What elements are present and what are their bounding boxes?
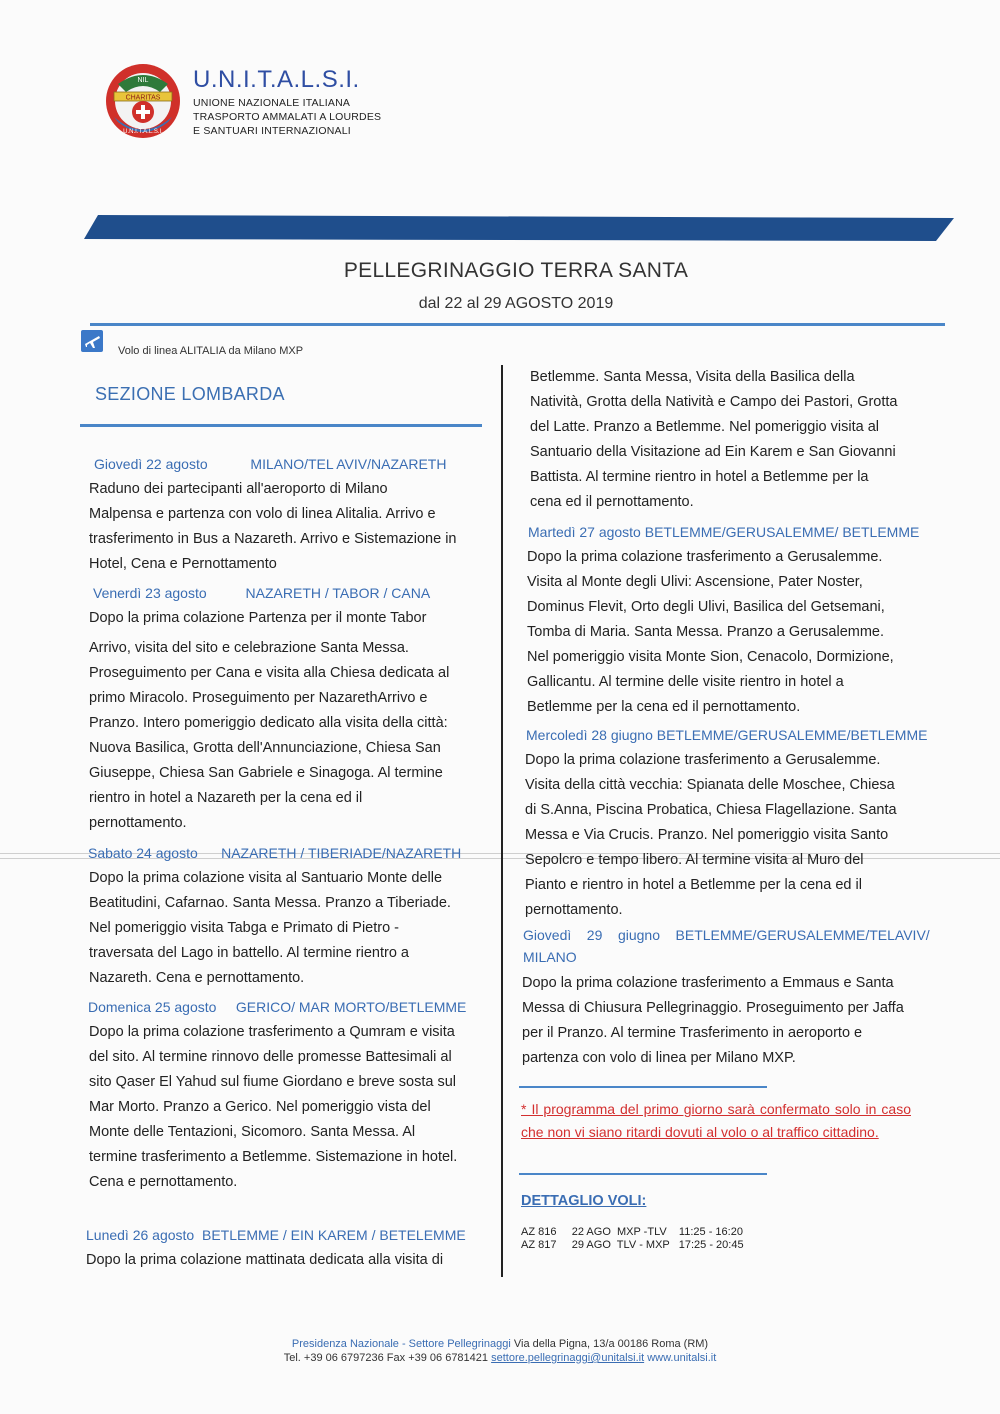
day-heading: Domenica 25 agosto GERICO/ MAR MORTO/BETLEMME bbox=[88, 999, 467, 1015]
text-line: traversata del Lago in battello. Al termine rientro a bbox=[89, 945, 409, 961]
text-line: Pranzo. Intero pomeriggio dedicato alla visita della città: bbox=[89, 715, 448, 731]
text-line: Dopo la prima colazione trasferimento a Emmaus e Santa bbox=[522, 975, 894, 991]
footer-website-link[interactable]: www.unitalsi.it bbox=[647, 1352, 717, 1364]
text-line: Messa di Chiusura Pellegrinaggio. Proseguimento per Jaffa bbox=[522, 1000, 904, 1016]
text-line: trasferimento in Bus a Nazareth. Arrivo e Sistemazione in bbox=[89, 531, 457, 547]
text-line: Dopo la prima colazione trasferimento a Gerusalemme. bbox=[525, 752, 881, 768]
day-description bbox=[522, 971, 911, 1071]
flight-row: AZ 816 22 AGO MXP -TLV 11:25 - 16:20 bbox=[521, 1226, 743, 1238]
text-line: termine trasferimento a Betlemme. Sistemazione in hotel. bbox=[89, 1149, 458, 1165]
text-line: Mar Morto. Pranzo a Gerico. Nel pomeriggio vista del bbox=[89, 1099, 431, 1115]
day-description bbox=[86, 1248, 472, 1273]
text-line: Messa e Via Crucis. Pranzo. Nel pomeriggio visita Santo bbox=[525, 827, 889, 843]
flight-details-title: DETTAGLIO VOLI: bbox=[521, 1193, 647, 1209]
text-line: Hotel, Cena e Pernottamento bbox=[89, 556, 277, 572]
plane-icon bbox=[81, 330, 103, 352]
day-description bbox=[89, 606, 472, 836]
text-line: Nel pomeriggio visita Monte Sion, Cenacolo, Dormizione, bbox=[527, 649, 894, 665]
day-heading: Mercoledì 28 giugno BETLEMME/GERUSALEMME/BETLEMME bbox=[526, 727, 928, 743]
text-line: Raduno dei partecipanti all'aeroporto di Milano bbox=[89, 481, 388, 497]
text-line: Giuseppe, Chiesa San Gabriele e Sinagoga. Al termine bbox=[89, 765, 443, 781]
note-divider-top bbox=[519, 1086, 767, 1088]
text-line: sito Qaser El Yahud sul fiume Giordano e breve sosta sul bbox=[89, 1074, 456, 1090]
text-line: Beatitudini, Cafarnao. Santa Messa. Pranzo a Tiberiade. bbox=[89, 895, 451, 911]
text-line: Pianto e rientro in hotel a Betlemme per la cena ed il bbox=[525, 877, 862, 893]
text-line: Dopo la prima colazione Partenza per il monte Tabor bbox=[89, 610, 427, 626]
logo-text-bottom: U.N.I.T.A.L.S.I. bbox=[123, 129, 163, 135]
footer-presidenza: Presidenza Nazionale - Settore Pellegrinaggi bbox=[291, 1338, 511, 1350]
text-line: Cena e pernottamento. bbox=[89, 1174, 238, 1190]
text-line: pernottamento. bbox=[89, 815, 187, 831]
title-divider bbox=[90, 323, 945, 326]
day-heading: Venerdì 23 agosto NAZARETH / TABOR / CANA bbox=[93, 585, 431, 601]
day-description bbox=[89, 477, 472, 577]
footer-email-link[interactable]: settore.pellegrinaggi@unitalsi.it bbox=[491, 1352, 645, 1364]
day-heading: Lunedì 26 agosto BETLEMME / EIN KAREM / BETELEMME bbox=[86, 1227, 466, 1243]
org-line: E SANTUARI INTERNAZIONALI bbox=[193, 125, 351, 137]
org-line: TRASPORTO AMMALATI A LOURDES bbox=[193, 111, 382, 123]
text-line: Nel pomeriggio visita Tabga e Primato di Pietro - bbox=[89, 920, 400, 936]
section-divider bbox=[80, 424, 482, 427]
text-line: Dopo la prima colazione trasferimento a Gerusalemme. bbox=[527, 549, 883, 565]
logo-text-mid: CHARITAS bbox=[125, 94, 161, 102]
text-line: Dopo la prima colazione visita al Santuario Monte delle bbox=[89, 870, 443, 886]
flight-row: AZ 817 29 AGO TLV - MXP 17:25 - 20:45 bbox=[521, 1239, 744, 1251]
text-line: Sepolcro e tempo libero. Al termine visita al Muro del bbox=[525, 852, 864, 868]
day-heading: Sabato 24 agosto NAZARETH / TIBERIADE/NAZARETH bbox=[88, 845, 462, 861]
text-line: primo Miracolo. Proseguimento per NazarethArrivo e bbox=[89, 690, 428, 706]
day-description bbox=[89, 1020, 472, 1195]
text-line: Visita della città vecchia: Spianata delle Moschee, Chiesa bbox=[525, 777, 895, 793]
unitalsi-logo bbox=[104, 62, 182, 140]
text-line: Malpensa e partenza con volo di linea Alitalia. Arrivo e bbox=[89, 506, 436, 522]
day-description bbox=[525, 748, 912, 923]
text-line: Betlemme per la cena ed il pernottamento. bbox=[527, 699, 801, 715]
text-line: Natività, Grotta della Natività e Campo dei Pastori, Grotta bbox=[530, 394, 898, 410]
text-line: Monte delle Tentazioni, Sicomoro. Santa Messa. Al bbox=[89, 1124, 416, 1140]
text-line: Gallicantu. Al termine delle visite rientro in hotel a bbox=[527, 674, 844, 690]
day-description bbox=[89, 866, 472, 991]
day-heading: Martedì 27 agosto BETLEMME/GERUSALEMME/ BETLEMME bbox=[528, 524, 920, 540]
text-line: del Latte. Pranzo a Betlemme. Nel pomeriggio visita al bbox=[530, 419, 879, 435]
footer-contact-line bbox=[0, 1352, 1000, 1364]
text-line: Betlemme. Santa Messa, Visita della Basilica della bbox=[530, 369, 855, 385]
program-note: * Il programma del primo giorno sarà confermato solo in caso che non vi siano ritardi dovuti al volo o al traffico cittadino. bbox=[521, 1101, 911, 1140]
text-line: rientro in hotel a Nazareth per la cena ed il bbox=[89, 790, 363, 806]
text-line: Tomba di Maria. Santa Messa. Pranzo a Gerusalemme. bbox=[527, 624, 885, 640]
day-heading: Giovedì 22 agosto MILANO/TEL AVIV/NAZARETH bbox=[94, 456, 447, 472]
text-line: partenza con volo di linea per Milano MXP. bbox=[522, 1050, 796, 1066]
text-line: di S.Anna, Piscina Probatica, Chiesa Flagellazione. Santa bbox=[525, 802, 897, 818]
org-line: UNIONE NAZIONALE ITALIANA bbox=[193, 97, 351, 109]
text-line: Proseguimento per Cana e visita alla Chiesa dedicata al bbox=[89, 665, 450, 681]
footer-address-line bbox=[0, 1338, 1000, 1350]
column-divider bbox=[501, 365, 503, 1277]
text-line: per il Pranzo. Al termine Trasferimento in aeroporto e bbox=[522, 1025, 863, 1041]
trip-dates: dal 22 al 29 AGOSTO 2019 bbox=[418, 295, 614, 312]
logo-text-top: NIL bbox=[137, 77, 149, 84]
text-line: Nazareth. Cena e pernottamento. bbox=[89, 970, 305, 986]
text-line: Visita al Monte degli Ulivi: Ascensione, Pater Noster, bbox=[527, 574, 863, 590]
note-divider-bottom bbox=[519, 1173, 767, 1175]
text-line: Dopo la prima colazione trasferimento a Qumram e visita bbox=[89, 1024, 455, 1040]
page-title: PELLEGRINAGGIO TERRA SANTA bbox=[343, 259, 689, 282]
flight-note: Volo di linea ALITALIA da Milano MXP bbox=[118, 345, 304, 357]
text-line: pernottamento. bbox=[525, 902, 623, 918]
day-description bbox=[527, 545, 910, 720]
text-line: del sito. Al termine rinnovo delle promesse Battesimali al bbox=[89, 1049, 452, 1065]
day-description bbox=[530, 365, 910, 515]
org-acronym: U.N.I.T.A.L.S.I. bbox=[193, 66, 360, 93]
day-heading-continued: MILANO bbox=[523, 949, 577, 965]
footer-address: Via della Pigna, 13/a 00186 Roma (RM) bbox=[513, 1338, 709, 1350]
text-line: Nuova Basilica, Grotta dell'Annunciazione, Chiesa San bbox=[89, 740, 441, 756]
day-heading: Giovedì 29 giugno BETLEMME/GERUSALEMME/TELAVIV/ bbox=[523, 927, 930, 943]
text-line: Santuario della Visitazione ad Ein Karem e San Giovanni bbox=[530, 444, 896, 460]
section-title: SEZIONE LOMBARDA bbox=[95, 384, 285, 404]
text-line: Battista. Al termine rientro in hotel a Betlemme per la bbox=[530, 469, 869, 485]
text-line: Dopo la prima colazione mattinata dedicata alla visita di bbox=[86, 1252, 444, 1268]
text-line: Arrivo, visita del sito e celebrazione Santa Messa. bbox=[89, 640, 409, 656]
text-line: Dominus Flevit, Orto degli Ulivi, Basilica del Getsemani, bbox=[527, 599, 885, 615]
footer-phones: Tel. +39 06 6797236 Fax +39 06 6781421 bbox=[283, 1352, 489, 1364]
header-band bbox=[84, 215, 954, 241]
text-line: cena ed il pernottamento. bbox=[530, 494, 694, 510]
